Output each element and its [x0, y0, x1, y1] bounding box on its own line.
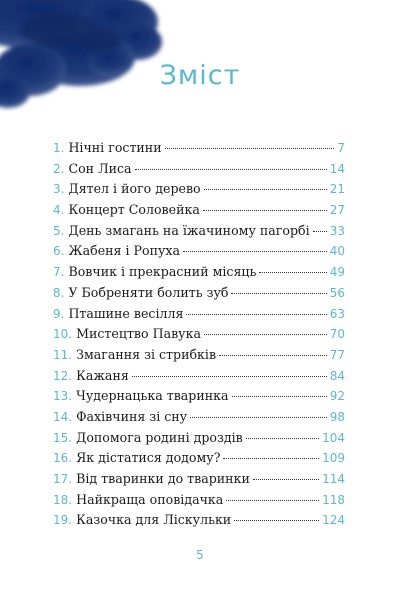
toc-entry-title: Фахівчиня зі сну	[76, 408, 188, 424]
toc-entry	[53, 512, 345, 533]
toc-entry-leader	[313, 231, 327, 232]
toc-entry-page: 77	[329, 347, 345, 362]
toc-entry-title: Пташине весілля	[68, 305, 184, 321]
table-of-contents	[53, 140, 345, 533]
toc-entry-page: 70	[329, 327, 345, 342]
toc-entry-page: 63	[329, 306, 345, 321]
toc-entry-title: Жабеня і Ропуха	[68, 243, 180, 259]
toc-entry-page: 118	[322, 492, 345, 507]
toc-entry-leader	[183, 251, 327, 252]
toc-entry	[53, 181, 345, 202]
toc-entry-leader	[232, 396, 327, 397]
toc-entry	[53, 161, 345, 182]
toc-entry-number: 19.	[53, 513, 73, 528]
toc-entry	[53, 347, 345, 368]
toc-entry-number: 4.	[53, 203, 65, 218]
toc-entry-title: Мистецтво Павука	[76, 326, 201, 342]
toc-entry	[53, 368, 345, 389]
toc-entry	[53, 285, 345, 306]
toc-entry-page: 21	[329, 182, 345, 197]
toc-entry	[53, 243, 345, 264]
toc-entry-title: Найкраща оповідачка	[76, 491, 224, 507]
toc-entry-leader	[246, 438, 319, 439]
toc-entry-number: 7.	[53, 265, 65, 280]
toc-entry-leader	[204, 189, 327, 190]
toc-entry-title: Казочка для Ліскульки	[76, 512, 232, 528]
toc-entry-title: Від тваринки до тваринки	[76, 471, 250, 486]
toc-entry-leader	[186, 314, 326, 315]
toc-entry-page: 14	[329, 161, 345, 176]
toc-entry-leader	[219, 355, 327, 356]
toc-entry-page: 27	[329, 203, 345, 218]
toc-entry-page: 49	[329, 265, 345, 280]
toc-entry	[53, 471, 345, 492]
toc-entry	[53, 326, 345, 347]
toc-entry-leader	[135, 169, 327, 170]
toc-entry	[53, 202, 345, 223]
toc-entry-title: День змагань на їжачиному пагорбі	[68, 222, 310, 238]
toc-entry-leader	[253, 479, 319, 480]
toc-entry-title: У Бобреняти болить зуб	[68, 284, 229, 300]
toc-entry-leader	[204, 334, 327, 335]
toc-entry-title: Нічні гостини	[68, 140, 162, 155]
toc-entry-number: 5.	[53, 223, 65, 238]
toc-entry-leader	[165, 148, 335, 149]
toc-entry-leader	[132, 376, 327, 377]
toc-entry	[53, 264, 345, 285]
page-number: 5	[196, 548, 204, 562]
toc-entry-leader	[231, 293, 326, 294]
toc-entry-number: 11.	[53, 347, 73, 362]
toc-entry-page: 56	[329, 285, 345, 300]
toc-entry-page: 40	[329, 244, 345, 259]
toc-entry-number: 9.	[53, 306, 65, 321]
toc-entry-title: Як дістатися додому?	[76, 450, 221, 466]
toc-entry	[53, 388, 345, 409]
toc-entry-leader	[226, 500, 319, 501]
toc-entry-number: 12.	[53, 368, 73, 383]
toc-entry-number: 18.	[53, 492, 73, 507]
toc-entry-number: 6.	[53, 244, 65, 259]
toc-entry-number: 2.	[53, 161, 65, 176]
toc-entry	[53, 306, 345, 327]
toc-entry-number: 1.	[53, 141, 65, 155]
toc-entry	[53, 450, 345, 471]
toc-entry-number: 3.	[53, 182, 65, 197]
toc-entry-page: 92	[329, 389, 345, 404]
toc-entry-number: 17.	[53, 472, 73, 486]
toc-entry-title: Чудернацька тваринка	[76, 388, 229, 404]
toc-entry-title: Концерт Соловейка	[68, 202, 200, 218]
toc-entry-number: 15.	[53, 430, 73, 445]
toc-entry-number: 8.	[53, 285, 65, 300]
toc-entry-page: 98	[329, 409, 345, 424]
toc-entry-page: 109	[322, 451, 345, 466]
toc-entry-number: 13.	[53, 389, 73, 404]
toc-entry-page: 7	[337, 141, 345, 155]
toc-entry	[53, 140, 345, 161]
page-title: Зміст	[159, 60, 241, 91]
toc-entry-leader	[234, 520, 319, 521]
toc-entry-number: 16.	[53, 451, 73, 466]
toc-entry-leader	[259, 272, 326, 273]
toc-entry-title: Допомога родині дроздів	[76, 429, 243, 445]
toc-entry	[53, 409, 345, 430]
toc-entry-title: Вовчик і прекрасний місяць	[68, 264, 257, 280]
toc-entry	[53, 223, 345, 244]
toc-entry-page: 114	[322, 472, 345, 486]
toc-entry-page: 104	[322, 430, 345, 445]
toc-entry-leader	[223, 458, 319, 459]
toc-entry-page: 33	[329, 223, 345, 238]
toc-entry-number: 14.	[53, 409, 73, 424]
toc-entry-number: 10.	[53, 327, 73, 342]
toc-entry	[53, 430, 345, 451]
toc-entry-leader	[203, 210, 327, 211]
toc-entry-title: Кажаня	[76, 367, 129, 383]
toc-entry-title: Дятел і його дерево	[68, 181, 201, 197]
toc-entry-leader	[190, 417, 327, 418]
toc-entry-title: Змагання зі стрибків	[76, 346, 217, 362]
toc-entry-page: 84	[329, 368, 345, 383]
toc-entry-page: 124	[322, 513, 345, 528]
toc-entry	[53, 492, 345, 513]
toc-entry-title: Сон Лиса	[68, 160, 132, 176]
